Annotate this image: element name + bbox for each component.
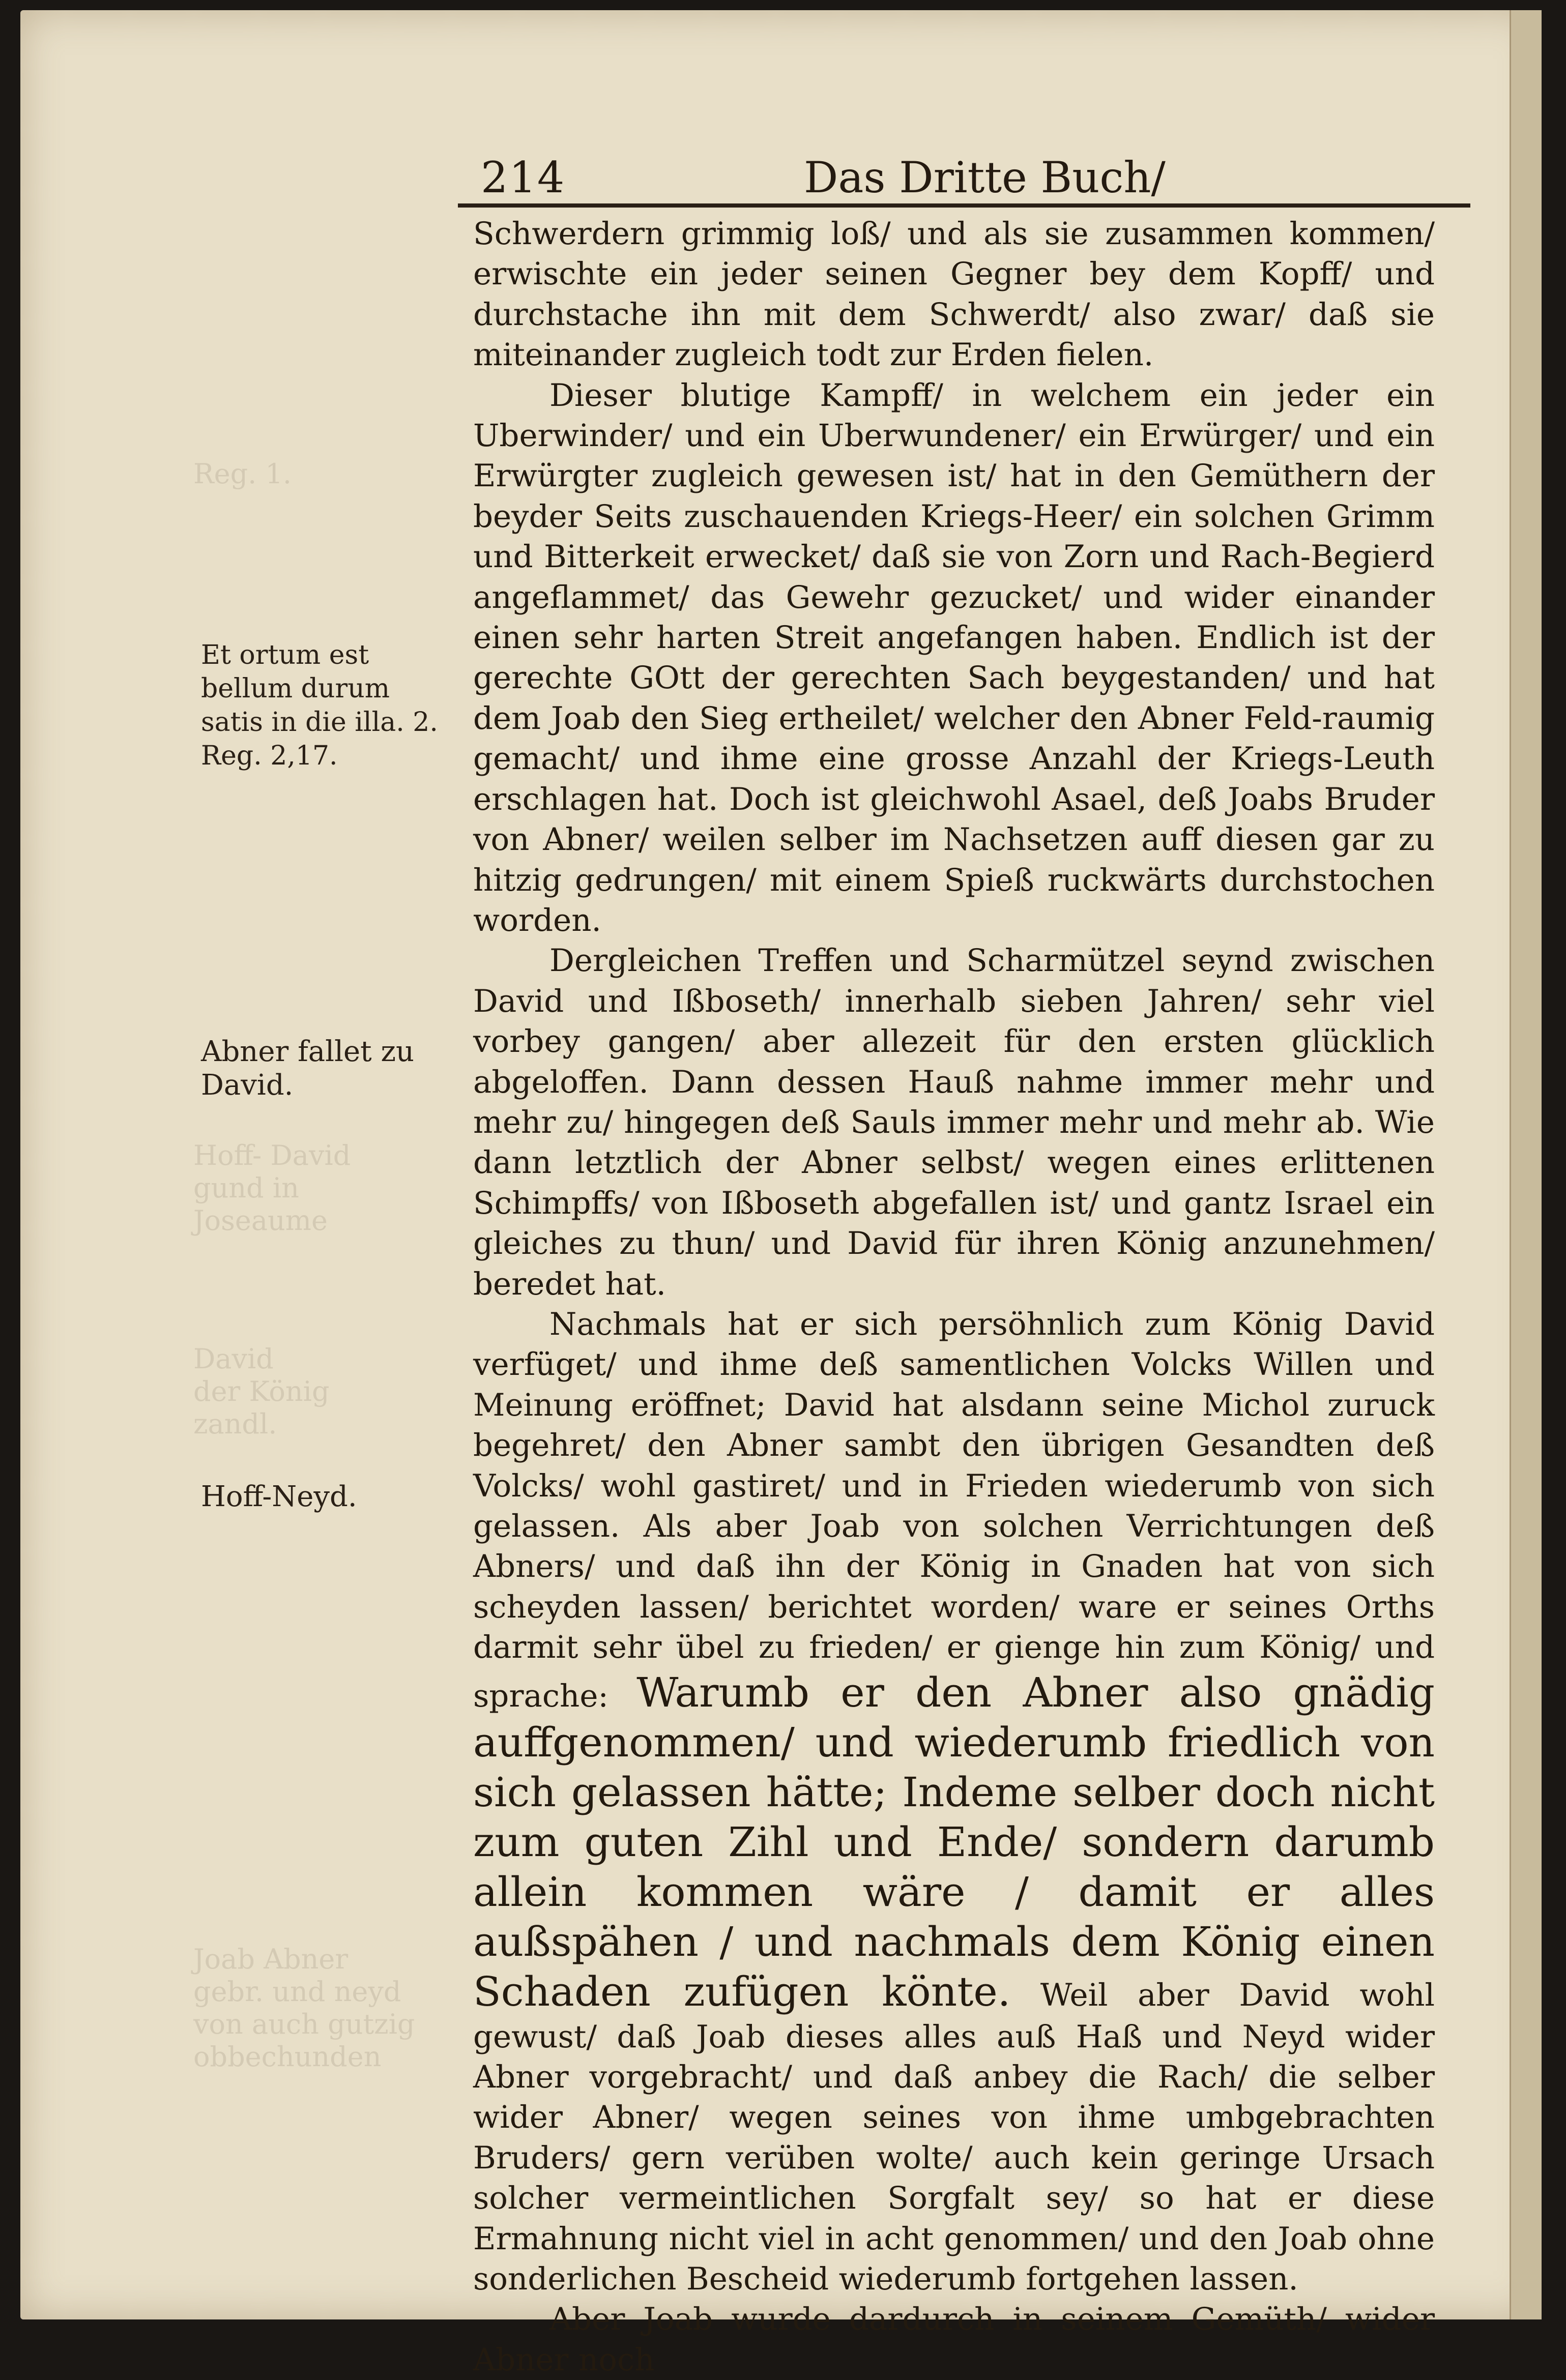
paragraph: Schwerdern grimmig loß/ und als sie zusammen kommen/ erwischte ein jeder seinen Gegner bey dem Kopff/ und durchstache ihn mit dem Schwerdt/ also zwar/ daß sie miteinander zugleich todt zur Erden fielen.	[473, 216, 1435, 373]
bleed-through-text: David der König zandl.	[193, 1343, 330, 1440]
paragraph: Dieser blutige Kampff/ in welchem ein jeder ein Uberwinder/ und ein Uberwundener/ ein Erwürger/ und ein Erwürgter zugleich gewesen ist/ hat in den Gemüthern der beyder Seits zuschauenden Kriegs-Heer/ ein solchen Grimm und Bitterkeit erwecket/ daß sie von Zorn und Rach-Begierd angeflammet/ das Gewehr gezucket/ und wider einander einen sehr harten Streit angefangen haben. Endlich ist der gerechte GOtt der gerechten Sach beygestanden/ und hat dem Joab den Sieg ertheilet/ welcher den Abner Feld-raumig gemacht/ und ihme eine grosse Anzahl der Kriegs-Leuth erschlagen hat. Doch ist gleichwohl Asael, deß Joabs Bruder von Abner/ weilen selber im Nachsetzen auff diesen gar zu hitzig gedrungen/ mit einem Spieß ruckwärts durchstochen worden.	[473, 377, 1435, 938]
paragraph-part: Nachmals hat er sich persöhnlich zum König David verfüget/ und ihme deß samentlichen Volcks Willen und Meinung eröffnet; David hat alsdann seine Michol zuruck begehret/ den Abner sambt den übrigen Gesandten deß Volcks/ wohl gastiret/ und in Frieden wiederumb von sich gelassen. Als aber Joab von solchen Verrichtungen deß Abners/ und daß ihn der König in Gnaden hat von sich scheyden lassen/ berichtet worden/ ware er seines Orths darmit sehr übel zu frieden/ er gienge hin zum König/ und sprache:	[473, 1306, 1435, 1714]
bleed-through-text: Reg. 1.	[193, 458, 292, 490]
body-text	[473, 214, 1435, 2380]
sidenote-latin-reference: Et ortum est bellum durum satis in die illa. 2. Reg. 2,17.	[201, 640, 438, 771]
page-edge	[1510, 10, 1542, 2319]
paragraph	[473, 1304, 1435, 2300]
bleed-through-text: Joab Abner gebr. und neyd von auch gutzig obbechunden	[193, 1943, 415, 2073]
sidenote-abner: Abner fallet zu David.	[201, 1035, 415, 1102]
paragraph-part: Weil aber David wohl gewust/ daß Joab dieses alles auß Haß und Neyd wider Abner vorgebracht/ und daß anbey die Rach/ die selber wider Abner/ wegen seines von ihme umbgebrachten Bruders/ gern verüben wolte/ auch kein geringe Ursach solcher vermeintlichen Sorgfalt sey/ so hat er diese Ermahnung nicht viel in acht genommen/ und den Joab ohne sonderlichen Bescheid wiederumb fortgehen lassen.	[473, 1977, 1435, 2298]
sidenote-hoff-neyd: Hoff-Neyd.	[201, 1480, 357, 1513]
paragraph: Aber Joab wurde dardurch in seinem Gemüth/ wider Abner noch	[473, 2301, 1435, 2378]
bleed-through-text: Hoff- David gund in Joseaume	[193, 1139, 351, 1237]
running-title: Das Dritte Buch/	[804, 153, 1166, 202]
quoted-speech: Warumb er den Abner also gnädig auffgenommen/ und wiederumb friedlich von sich gelassen hätte; Indeme selber doch nicht zum guten Zihl und Ende/ sondern darumb allein kommen wäre / damit er alles außspähen / und nachmals dem König einen Schaden zufügen könte.	[473, 1668, 1435, 2015]
header-rule	[458, 203, 1470, 208]
page-number: 214	[481, 153, 566, 202]
paragraph: Dergleichen Treffen und Scharmützel seynd zwischen David und Ißboseth/ innerhalb sieben Jahren/ sehr viel vorbey gangen/ aber allezeit für den ersten glücklich abgeloffen. Dann dessen Hauß nahme immer mehr und mehr zu/ hingegen deß Sauls immer mehr und mehr ab. Wie dann letztlich der Abner selbst/ wegen eines erlittenen Schimpffs/ von Ißboseth abgefallen ist/ und gantz Israel ein gleiches zu thun/ und David für ihren König anzunehmen/ beredet hat.	[473, 943, 1435, 1302]
